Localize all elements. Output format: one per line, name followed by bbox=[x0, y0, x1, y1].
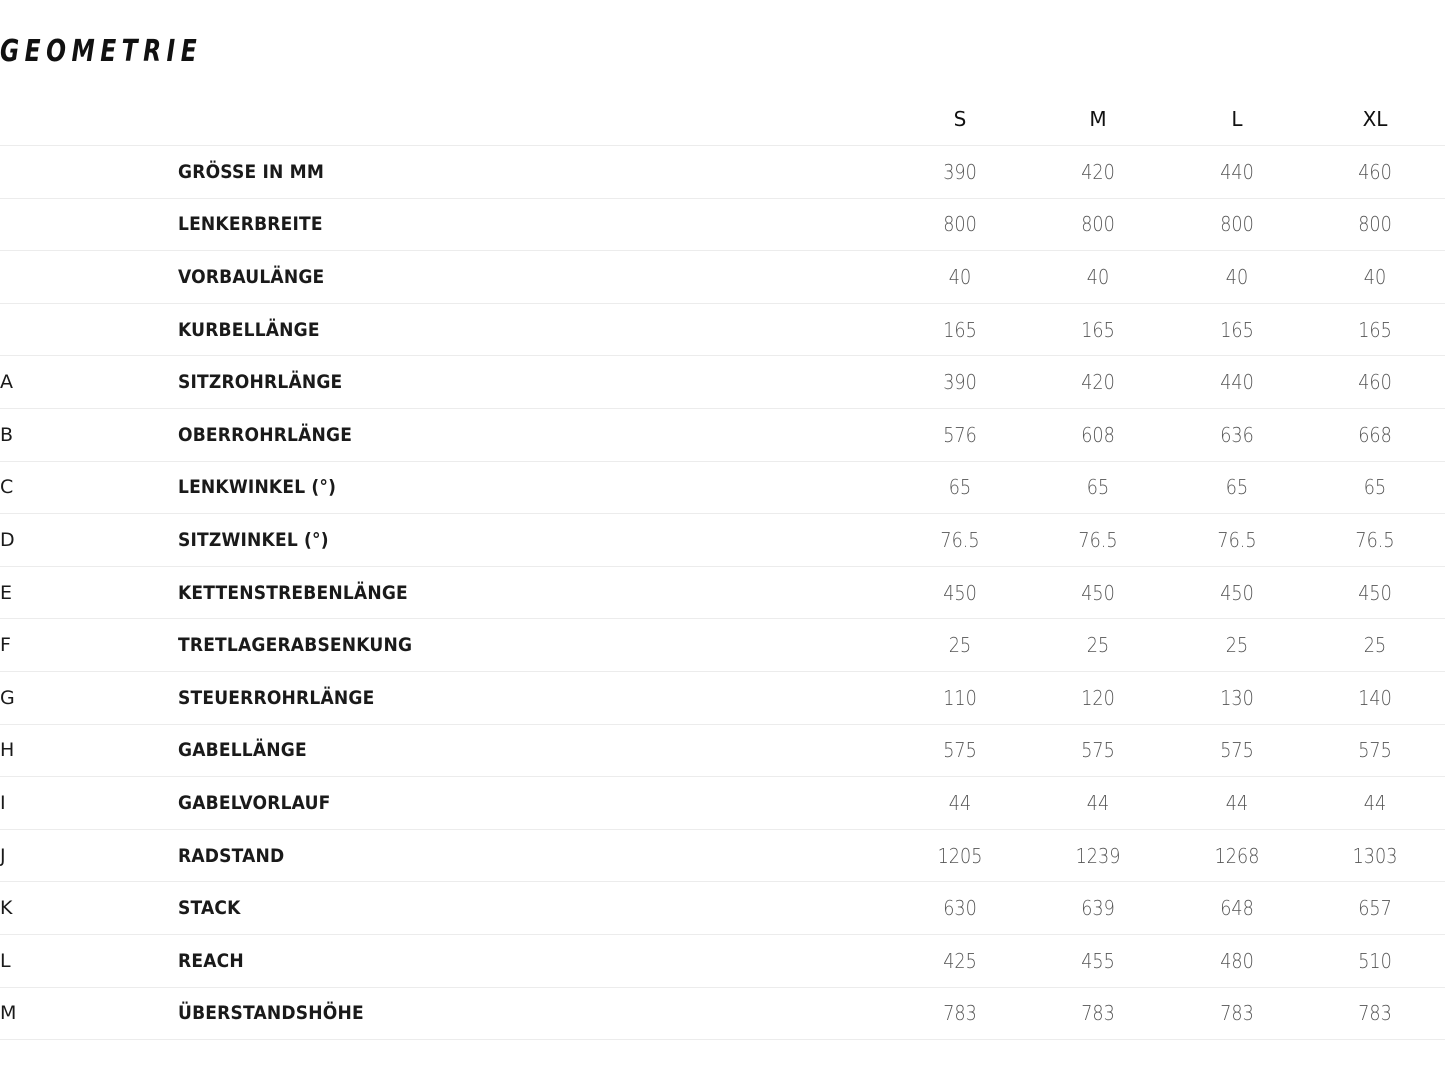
value-l: 1268 bbox=[1214, 843, 1260, 868]
row-label: REACH bbox=[178, 949, 244, 972]
value-xl: 1303 bbox=[1352, 843, 1398, 868]
table-row bbox=[0, 409, 1445, 462]
table-row bbox=[0, 777, 1445, 830]
size-header-s: S bbox=[953, 107, 967, 131]
table-row bbox=[0, 146, 1445, 199]
value-m: 575 bbox=[1081, 738, 1115, 763]
value-l: 440 bbox=[1220, 159, 1254, 184]
row-letter: J bbox=[0, 844, 6, 867]
value-l: 648 bbox=[1220, 896, 1254, 921]
value-xl: 76.5 bbox=[1355, 527, 1395, 552]
table-row bbox=[0, 988, 1445, 1041]
value-s: 575 bbox=[943, 738, 977, 763]
row-letter: I bbox=[0, 791, 6, 814]
table-row bbox=[0, 304, 1445, 357]
value-xl: 510 bbox=[1358, 948, 1392, 973]
value-m: 420 bbox=[1081, 370, 1115, 395]
value-xl: 450 bbox=[1358, 580, 1392, 605]
value-s: 40 bbox=[948, 264, 972, 289]
table-row bbox=[0, 830, 1445, 883]
value-s: 25 bbox=[948, 633, 972, 658]
value-s: 783 bbox=[943, 1001, 977, 1026]
row-letter: H bbox=[0, 739, 15, 762]
row-label: SITZROHRLÄNGE bbox=[178, 371, 343, 394]
row-letter: E bbox=[0, 581, 13, 604]
row-letter: K bbox=[0, 897, 13, 920]
value-s: 450 bbox=[943, 580, 977, 605]
row-label: OBERROHRLÄNGE bbox=[178, 423, 353, 446]
value-m: 120 bbox=[1081, 685, 1115, 710]
table-row bbox=[0, 462, 1445, 515]
row-label: GRÖSSE IN MM bbox=[178, 160, 325, 183]
value-s: 65 bbox=[948, 475, 972, 500]
value-xl: 668 bbox=[1358, 422, 1392, 447]
table-row bbox=[0, 672, 1445, 725]
value-xl: 165 bbox=[1358, 317, 1392, 342]
row-label: STEUERROHRLÄNGE bbox=[178, 686, 375, 709]
table-row bbox=[0, 514, 1445, 567]
row-label: LENKWINKEL (°) bbox=[178, 476, 337, 499]
table-row bbox=[0, 935, 1445, 988]
size-header-l: L bbox=[1231, 107, 1243, 131]
value-l: 130 bbox=[1220, 685, 1254, 710]
value-s: 390 bbox=[943, 370, 977, 395]
table-row bbox=[0, 199, 1445, 252]
row-label: GABELLÄNGE bbox=[178, 739, 307, 762]
value-xl: 460 bbox=[1358, 370, 1392, 395]
value-m: 44 bbox=[1086, 790, 1110, 815]
value-xl: 44 bbox=[1363, 790, 1387, 815]
table-row bbox=[0, 567, 1445, 620]
value-l: 636 bbox=[1220, 422, 1254, 447]
value-s: 165 bbox=[943, 317, 977, 342]
value-l: 65 bbox=[1225, 475, 1249, 500]
row-letter: D bbox=[0, 528, 15, 551]
row-label: ÜBERSTANDSHÖHE bbox=[178, 1002, 364, 1025]
value-l: 450 bbox=[1220, 580, 1254, 605]
row-letter: B bbox=[0, 423, 14, 446]
value-s: 110 bbox=[943, 685, 977, 710]
size-header-xl: XL bbox=[1362, 107, 1388, 131]
geometry-table bbox=[0, 93, 1445, 1040]
value-xl: 575 bbox=[1358, 738, 1392, 763]
value-s: 44 bbox=[948, 790, 972, 815]
row-label: TRETLAGERABSENKUNG bbox=[178, 634, 413, 657]
value-m: 40 bbox=[1086, 264, 1110, 289]
value-m: 25 bbox=[1086, 633, 1110, 658]
value-m: 65 bbox=[1086, 475, 1110, 500]
value-xl: 25 bbox=[1363, 633, 1387, 658]
value-m: 165 bbox=[1081, 317, 1115, 342]
row-label: LENKERBREITE bbox=[178, 213, 323, 236]
value-s: 576 bbox=[943, 422, 977, 447]
value-m: 455 bbox=[1081, 948, 1115, 973]
value-xl: 40 bbox=[1363, 264, 1387, 289]
value-l: 440 bbox=[1220, 370, 1254, 395]
row-label: GABELVORLAUF bbox=[178, 791, 331, 814]
table-row bbox=[0, 619, 1445, 672]
size-header-m: M bbox=[1089, 107, 1107, 131]
row-letter: A bbox=[0, 371, 13, 394]
value-m: 420 bbox=[1081, 159, 1115, 184]
value-xl: 460 bbox=[1358, 159, 1392, 184]
value-m: 639 bbox=[1081, 896, 1115, 921]
table-row bbox=[0, 356, 1445, 409]
value-xl: 140 bbox=[1358, 685, 1392, 710]
value-s: 800 bbox=[943, 212, 977, 237]
value-s: 76.5 bbox=[940, 527, 980, 552]
row-label: VORBAULÄNGE bbox=[178, 265, 325, 288]
value-l: 480 bbox=[1220, 948, 1254, 973]
value-xl: 800 bbox=[1358, 212, 1392, 237]
page-title: GEOMETRIE bbox=[0, 34, 203, 69]
row-letter: F bbox=[0, 634, 11, 657]
row-letter: G bbox=[0, 686, 15, 709]
value-m: 76.5 bbox=[1078, 527, 1118, 552]
table-row bbox=[0, 882, 1445, 935]
value-s: 390 bbox=[943, 159, 977, 184]
value-s: 630 bbox=[943, 896, 977, 921]
table-row bbox=[0, 251, 1445, 304]
value-m: 450 bbox=[1081, 580, 1115, 605]
row-label: KETTENSTREBENLÄNGE bbox=[178, 581, 408, 604]
value-xl: 657 bbox=[1358, 896, 1392, 921]
row-label: SITZWINKEL (°) bbox=[178, 528, 329, 551]
value-l: 165 bbox=[1220, 317, 1254, 342]
row-letter: C bbox=[0, 476, 14, 499]
table-row bbox=[0, 725, 1445, 778]
value-l: 44 bbox=[1225, 790, 1249, 815]
row-letter: M bbox=[0, 1002, 17, 1025]
value-m: 1239 bbox=[1075, 843, 1121, 868]
value-l: 783 bbox=[1220, 1001, 1254, 1026]
row-label: STACK bbox=[178, 897, 241, 920]
value-l: 25 bbox=[1225, 633, 1249, 658]
value-m: 783 bbox=[1081, 1001, 1115, 1026]
value-m: 800 bbox=[1081, 212, 1115, 237]
value-l: 800 bbox=[1220, 212, 1254, 237]
value-l: 575 bbox=[1220, 738, 1254, 763]
table-header-row bbox=[0, 93, 1445, 146]
row-label: RADSTAND bbox=[178, 844, 285, 867]
value-xl: 783 bbox=[1358, 1001, 1392, 1026]
value-l: 40 bbox=[1225, 264, 1249, 289]
value-s: 1205 bbox=[937, 843, 983, 868]
value-m: 608 bbox=[1081, 422, 1115, 447]
row-label: KURBELLÄNGE bbox=[178, 318, 320, 341]
row-letter: L bbox=[0, 949, 11, 972]
value-xl: 65 bbox=[1363, 475, 1387, 500]
value-s: 425 bbox=[943, 948, 977, 973]
value-l: 76.5 bbox=[1217, 527, 1257, 552]
